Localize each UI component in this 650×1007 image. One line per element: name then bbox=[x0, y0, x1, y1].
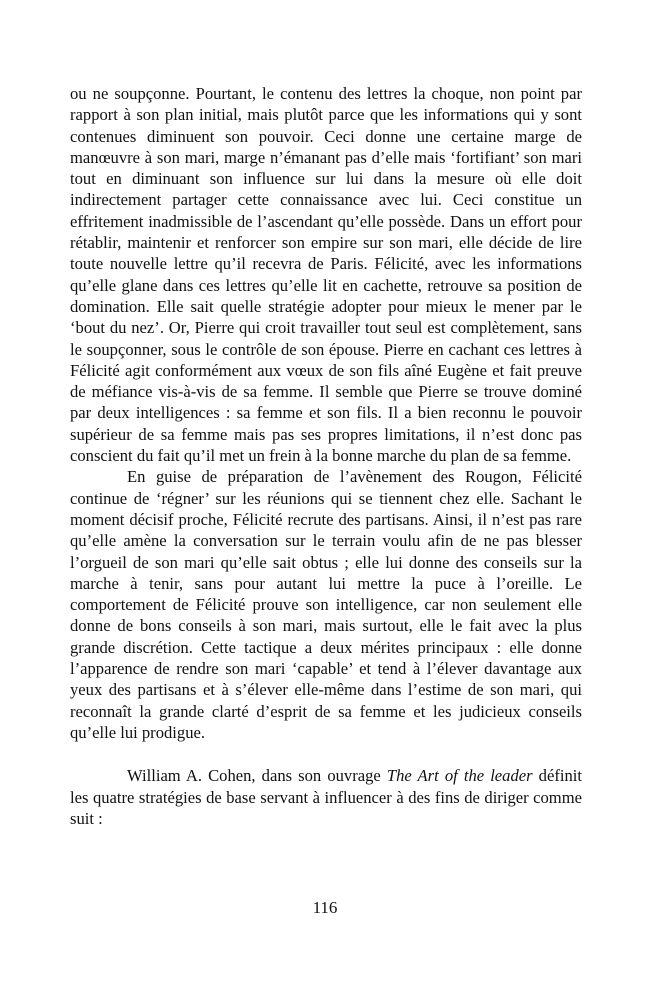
paragraph-2: En guise de préparation de l’avènement des Rougon, Félicité continue de ‘régner’ sur les réunions qui se tiennent chez elle. Sachant le moment décisif proche, Félicité recrute des partisans. Ainsi, il n’est pas rare qu’elle amène la conversation sur le terrain voulu afin de ne pas blesser l’orgueil de son mari qu’elle sait obtus ; elle lui donne des conseils sur la marche à tenir, sans pour autant lui mettre la puce à l’oreille. Le comportement de Félicité prouve son intelligence, car non seulement elle donne de bons conseils à son mari, mais surtout, elle le fait avec la plus grande discrétion. Cette tactique a deux mérites principaux : elle donne l’apparence de rendre son mari ‘capable’ et tend à l’élever davantage aux yeux des partisans et à s’élever elle-même dans l’estime de son mari, qui reconnaît la grande clarté d’esprit de sa femme et les judicieux conseils qu’elle lui prodigue. bbox=[70, 467, 582, 742]
paragraph-3-lead: William A. Cohen, dans son ouvrage bbox=[127, 766, 387, 786]
book-title: The Art of the leader bbox=[386, 766, 533, 786]
paragraph-1: ou ne soupçonne. Pourtant, le contenu des lettres la choque, non point par rapport à son plan initial, mais plutôt parce que les informations qui y sont contenues diminuent son pouvoir. Ceci donne une certaine marge de manœuvre à son mari, marge n’émanant pas d’elle mais ‘fortifiant’ son mari tout en diminuant son influence sur lui dans la mesure où elle doit indirectement partager cette connaissance avec lui. Ceci constitue un effritement inadmissible de l’ascendant qu’elle possède. Dans un effort pour rétablir, maintenir et renforcer son empire sur son mari, elle décide de lire toute nouvelle lettre qu’il recevra de Paris. Félicité, avec les informations qu’elle glane dans ces lettres qu’elle lit en cachette, retrouve sa position de domination. Elle sait quelle stratégie adopter pour mieux le mener par le ‘bout du nez’. Or, Pierre qui croit travailler tout seul est complètement, sans le soupçonner, sous le contrôle de son épouse. Pierre en cachant ces lettres à Félicité agit conformément aux vœux de son fils aîné Eugène et fait preuve de méfiance vis-à-vis de sa femme. Il semble que Pierre se trouve dominé par deux intelligences : sa femme et son fils. Il a bien reconnu le pouvoir supérieur de sa femme mais pas ses propres limitations, il n’est donc pas conscient du fait qu’il met un frein à la bonne marche du plan de sa femme. bbox=[70, 84, 582, 466]
page-body bbox=[70, 83, 582, 829]
page-number: 116 bbox=[312, 898, 338, 917]
paragraph-3-rest: définit les quatre stratégies de base servant à influencer à des fins de diriger comme suit : bbox=[70, 766, 582, 828]
paragraph-3 bbox=[70, 765, 582, 829]
